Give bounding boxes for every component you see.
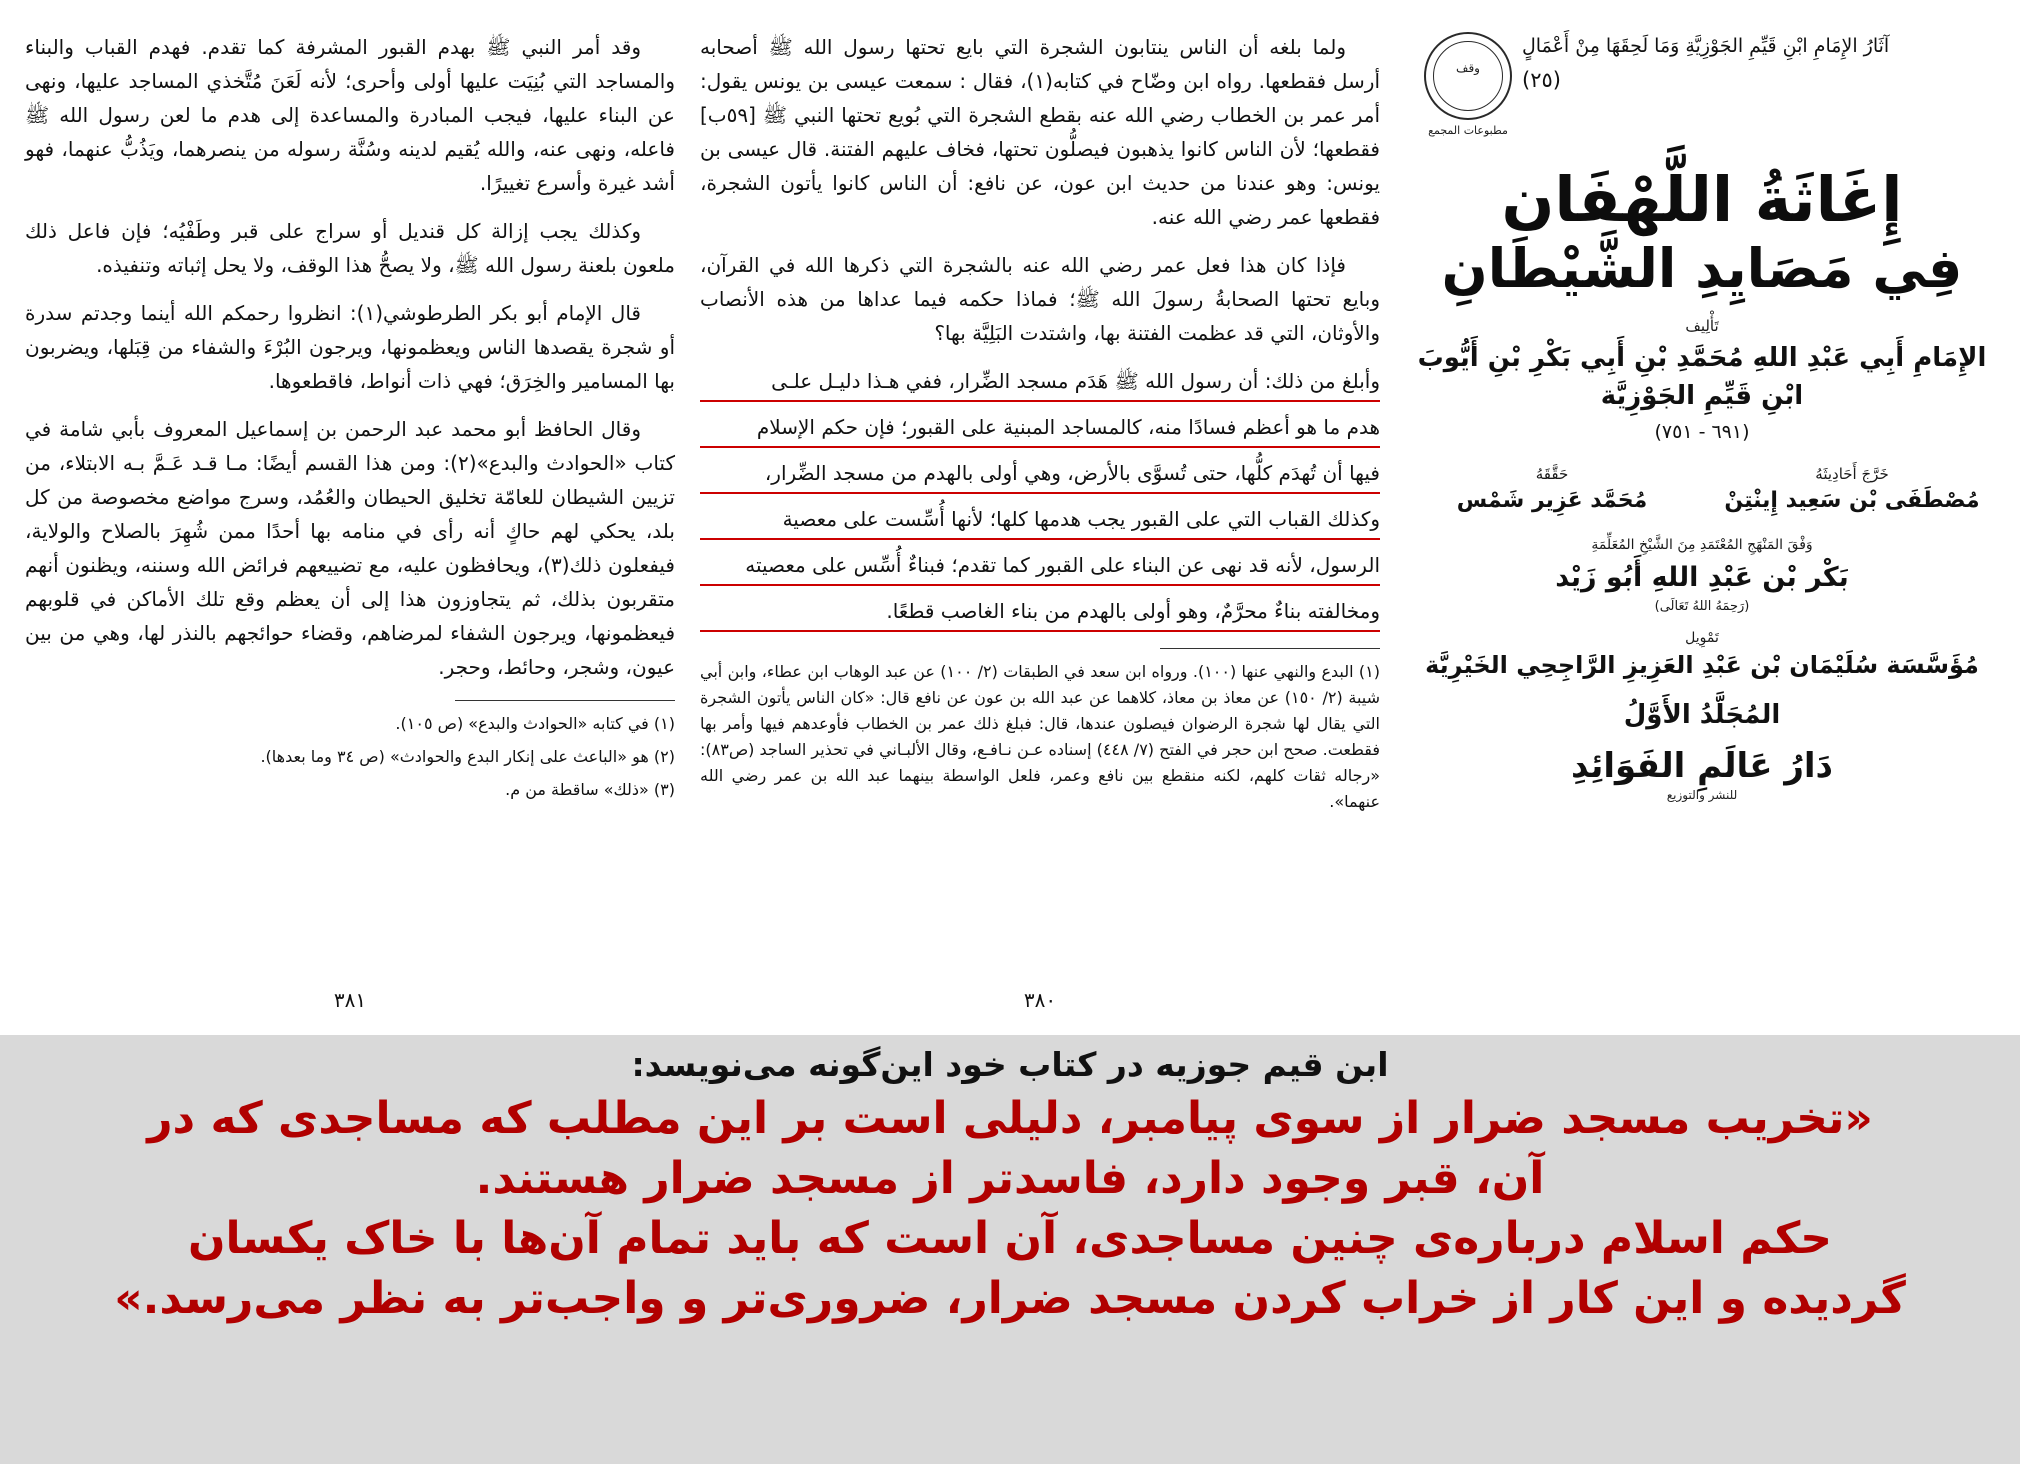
- caption-lead: ابن قیم جوزیه در کتاب خود این‌گونه می‌نویسد:: [631, 1045, 1389, 1084]
- underlined-line: الرسول، لأنه قد نهى عن البناء على القبور كما تقدم؛ فبناءٌ أُسِّس على معصيته: [700, 548, 1380, 586]
- persian-caption-overlay: [0, 1035, 2020, 1464]
- page-381-footnotes: [25, 711, 675, 803]
- credit-role: خَرَّجَ أَحَادِيثَهُ: [1815, 465, 1889, 483]
- paragraph: وكذلك يجب إزالة كل قنديل أو سراج على قبر وطَفْيُه؛ فإن فاعل ذلك ملعون بلعنة رسول الله ﷺ، ولا يصحُّ هذا الوقف، ولا يحل إثباته وتنفيذه.: [25, 219, 675, 277]
- book-title-page: [1402, 18, 2002, 1008]
- seal-block: [1424, 32, 1512, 137]
- credit-editor: [1402, 465, 1702, 517]
- underlined-line: فيها أن تُهدَم كلُّها، حتى تُسوَّى بالأرض، وهي أولى بالهدم من مسجد الضِّرار،: [700, 456, 1380, 494]
- footnote-divider: [1160, 648, 1380, 649]
- funding-name: مُؤَسَّسَة سُلَيْمَان بْن عَبْدِ العَزِيزِ الرَّاجِحِي الخَيْرِيَّة: [1425, 651, 1979, 679]
- underlined-line: وأبلغ من ذلك: أن رسول الله ﷺ هَدَم مسجد الضِّرار، ففي هـذا دليـل علـى: [700, 364, 1380, 402]
- page-number-381: ٣٨١: [333, 988, 367, 1012]
- page-381-body: [25, 30, 675, 684]
- book-sub-title: فِي مَصَايِدِ الشَّيْطَانِ: [1441, 237, 1963, 300]
- page-380-body: [700, 30, 1380, 350]
- credit-role: حَقَّقَهُ: [1535, 465, 1569, 483]
- paragraph: وقد أمر النبي ﷺ بهدم القبور المشرفة كما تقدم. فهدم القباب والبناء والمساجد التي بُنِيَت عليها أولى وأحرى؛ لأنه لَعَنَ مُتَّخذي المساجد عليها، ونهى عن البناء عليها، فيجب المبادرة والمساعدة إلى هدم ما لعن رسول الله ﷺ فاعله، ونهى عنه، والله يُقيم لدينه وسُنَّة رسوله من ينصرهما، ويَذُبُّ عنهما، فهو أشد غيرة وأسرع تغييرًا.: [25, 35, 675, 195]
- page-number-380: ٣٨٠: [1023, 988, 1057, 1012]
- funding-label: تَمْوِيل: [1685, 630, 1719, 646]
- series-line-block: [1512, 32, 1980, 94]
- page-380-footnotes: [700, 659, 1380, 815]
- footnote: (١) البدع والنهي عنها (١٠٠). ورواه ابن سعد في الطبقات (٢/ ١٠٠) عن عبد الوهاب ابن عطاء، وابن أبي شيبة (٢/ ١٥٠) عن معاذ بن معاذ، كلاهما عن عبد الله بن عون عن نافع قال: «كان الناس يأتون الشجرة التي يقال لها شجرة الرضوان فيصلون عندها، قال: فبلغ ذلك عمر بن الخطاب فأوعدهم فيها وأمر بها فقطعت. صحح ابن حجر في الفتح (٧/ ٤٤٨) إسناده عـن نـافـع، وقال الألبـاني في تحذير الساجد (ص٨٣): «رجاله ثقات كلهم، لكنه منقطع بين نافع وعمر، فلعل الواسطة بينهما عبد الله بن عمر رضي الله عنهما».: [700, 662, 1381, 811]
- paragraph: ولما بلغه أن الناس ينتابون الشجرة التي بايع تحتها رسول الله ﷺ أصحابه أرسل فقطعها. رواه ابن وضّاح في كتابه(١)، فقال : سمعت عيسى بن يونس يقول: أمر عمر بن الخطاب رضي الله عنه بقطع الشجرة التي بُويع تحتها النبي ﷺ [٥٩ب] فقطعها؛ لأن الناس كانوا يذهبون فيصلُّون تحتها، فخاف عليهم الفتنة. قال عيسى بن يونس: وهو عندنا من حديث ابن عون، عن نافع: أن الناس كانوا يأتون الشجرة، فقطعها عمر رضي الله عنه.: [700, 35, 1380, 229]
- footnote-divider: [455, 700, 675, 701]
- credit-hadith-verifier: [1702, 465, 2002, 517]
- credit-name: مُحَمَّد عَزِير شَمْس: [1456, 488, 1648, 513]
- caption-quote-line: حکم اسلام درباره‌ی چنین مساجدی، آن است که باید تمام آن‌ها با خاک یکسان: [187, 1213, 1833, 1264]
- title-page-header: [1402, 18, 2002, 137]
- seal-inner-text: وقف: [1456, 61, 1480, 75]
- caption-quote-line: آن، قبر وجود دارد، فاسدتر از مسجد ضرار هستند.: [475, 1153, 1545, 1204]
- footnote: (٢) هو «الباعث على إنكار البدع والحوادث» (ص ٣٤ وما بعدها).: [260, 747, 675, 766]
- red-underlined-passage: [700, 364, 1380, 632]
- underlined-line: ومخالفته بناءٌ محرَّمٌ، وهو أولى بالهدم من بناء الغاصب قطعًا.: [700, 594, 1380, 632]
- book-page-381: [25, 30, 675, 1010]
- seal-caption: مطبوعات المجمع: [1428, 124, 1508, 137]
- footnote: (١) في كتابه «الحوادث والبدع» (ص ١٠٥).: [395, 714, 675, 733]
- author-dates: (٦٩١ - ٧٥١): [1654, 421, 1750, 443]
- credit-name: مُصْطَفَى بْن سَعِيد إِينْتِنْ: [1724, 488, 1980, 513]
- series-number: (٢٥): [1522, 68, 1561, 92]
- author-name: الإِمَامِ أَبِي عَبْدِ اللهِ مُحَمَّدِ بْنِ أَبِي بَكْرِ بْنِ أَيُّوبَ ابْنِ قَيِّمِ الجَوْزِيَّة: [1417, 343, 1987, 411]
- review-label: وَفْقَ المَنْهَجِ المُعْتَمَدِ مِنَ الشَّيْخِ المُعَلِّمَةِ: [1591, 537, 1813, 553]
- credits-row: [1402, 465, 2002, 517]
- caption-quote-line: گردیده و این کار از خراب کردن مسجد ضرار، ضروری‌تر و واجب‌تر به نظر می‌رسد.»: [114, 1273, 1906, 1324]
- book-page-380: [700, 30, 1380, 1010]
- publisher-subtitle: للنشر والتوزيع: [1666, 788, 1738, 802]
- paragraph: فإذا كان هذا فعل عمر رضي الله عنه بالشجرة التي ذكرها الله في القرآن، وبايع تحتها الصحابةُ رسولَ الله ﷺ؛ فماذا حكمه فيما عداها من هذه الأنصاب والأوثان، التي قد عظمت الفتنة بها، واشتدت البَلِيَّة بها؟: [700, 253, 1380, 345]
- publisher-seal-icon: [1424, 32, 1512, 120]
- paragraph: قال الإمام أبو بكر الطرطوشي(١): انظروا رحمكم الله أينما وجدتم سدرة أو شجرة يقصدها الناس ويعظمونها، ويرجون البُرْءَ والشفاء من قِبَلها، ويضربون بها المسامير والخِرَق؛ فهي ذات أنواط، فاقطعوها.: [25, 301, 675, 393]
- book-main-title: إِغَاثَةُ اللَّهْفَان: [1501, 163, 1903, 236]
- volume-label: المُجَلَّدُ الأَوَّلُ: [1623, 700, 1781, 730]
- series-line: آثَارُ الإِمَامِ ابْنِ قَيِّمِ الجَوْزِيَّةِ وَمَا لَحِقَهَا مِنْ أَعْمَالٍ: [1522, 35, 1890, 57]
- caption-quote: [40, 1089, 1980, 1329]
- underlined-line: هدم ما هو أعظم فسادًا منه، كالمساجد المبنية على القبور؛ فإن حكم الإسلام: [700, 410, 1380, 448]
- footnote: (٣) «ذلك» ساقطة من م.: [505, 780, 675, 799]
- review-note: (رَحِمَهُ اللهُ تَعَالَى): [1654, 599, 1750, 614]
- review-name: بَكْر بْن عَبْدِ اللهِ أَبُو زَيْد: [1555, 562, 1849, 593]
- author-label: تَأْلِيف: [1685, 317, 1719, 335]
- paragraph: وقال الحافظ أبو محمد عبد الرحمن بن إسماعيل المعروف بأبي شامة في كتاب «الحوادث والبدع»(٢): ومن هذا القسم أيضًا: مـا قـد عَـمَّ بـه الابتلاء، من تزيين الشيطان للعامّة تخليق الحيطان والعُمُد، وسرج مواضع مخصوصة من كل بلد، يحكي لهم حاكٍ أنه رأى في منامه بها أحدًا ممن شُهِرَ بالصلاح والولاية، فيفعلون ذلك(٣)، ويحافظون عليه، مع تضييعهم فرائض الله وسننه، ويظنون أنهم متقربون بذلك، ثم يتجاوزون هذا إلى أن يعظم وقع تلك الأماكن في قلوبهم فيعظمونها، ويرجون الشفاء لمرضاهم، وقضاء حوائجهم بالنذر لها، وهي من بين عيون، وشجر، وحائط، وحجر.: [25, 417, 675, 679]
- publisher-name: دَارُ عَالَمِ الفَوَائِدِ: [1570, 746, 1834, 786]
- underlined-line: وكذلك القباب التي على القبور يجب هدمها كلها؛ لأنها أُسِّست على معصية: [700, 502, 1380, 540]
- caption-quote-line: «تخریب مسجد ضرار از سوی پیامبر، دلیلی است بر این مطلب که مساجدی که در: [147, 1093, 1873, 1144]
